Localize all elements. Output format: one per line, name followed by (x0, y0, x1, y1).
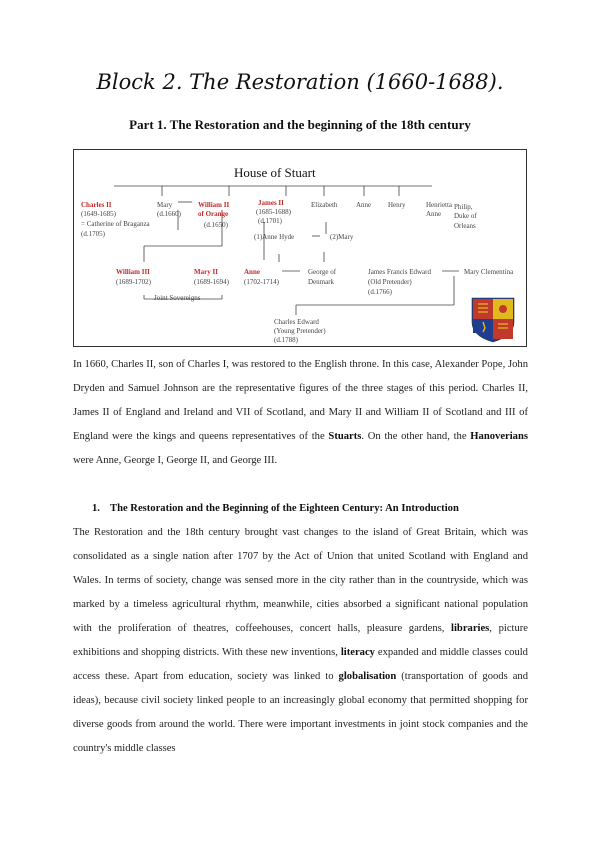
literacy-term: literacy (340, 647, 375, 658)
person-mary-ii-name: Mary II (194, 268, 218, 276)
person-james-ii-name: James II (258, 199, 284, 207)
stuarts-term: Stuarts (328, 431, 362, 442)
person-henry: Henry (388, 201, 406, 209)
svg-text:(d.1766): (d.1766) (368, 288, 392, 296)
person-mary-modena: (2)Mary (330, 233, 354, 241)
svg-text:(d.1701): (d.1701) (258, 217, 282, 225)
hanoverians-term: Hanoverians (470, 431, 528, 442)
svg-text:(1649-1685): (1649-1685) (81, 210, 116, 218)
tree-heading: House of Stuart (234, 165, 316, 180)
svg-text:(1702-1714): (1702-1714) (244, 278, 279, 286)
family-tree-figure (73, 149, 527, 347)
section-1-heading: 1. The Restoration and the Beginning of the Eighteen Century: An Introduction (92, 503, 459, 514)
person-charles-ii-name: Charles II (81, 201, 112, 209)
libraries-term: libraries (451, 623, 490, 634)
page-title: Block 2. The Restoration (1660-1688). (96, 70, 504, 94)
svg-text:(d.1705): (d.1705) (81, 230, 105, 238)
svg-text:(1689-1694): (1689-1694) (194, 278, 229, 286)
intro-paragraph: In 1660, Charles II, son of Charles I, was restored to the English throne. In this case, Alexander Pope, John Dryden and Samuel Johnson are the representative figures of the three stages of this period. Charles II, James II of England and Ireland and VII of Scotland, and Mary II and William II of Scotland and III of England were the kings and queens representatives of the Stuarts. On the other hand, the Hanoverians were Anne, George I, George II, and George III. (73, 359, 528, 466)
person-queen-anne-name: Anne (244, 268, 260, 276)
person-philip-orleans: Philip, (454, 203, 473, 211)
svg-text:(d.1650): (d.1650) (204, 221, 228, 229)
svg-text:Anne: Anne (426, 210, 442, 218)
royal-crest-icon (472, 298, 514, 342)
part-subtitle: Part 1. The Restoration and the beginning of the 18th century (129, 117, 471, 132)
svg-text:Orleans: Orleans (454, 222, 476, 230)
svg-text:= Catherine of Braganza: = Catherine of Braganza (81, 220, 150, 228)
svg-text:(Old Pretender): (Old Pretender) (368, 278, 412, 286)
svg-text:(Young Pretender): (Young Pretender) (274, 327, 326, 335)
person-william-ii-name: William II (198, 201, 230, 209)
person-anne-hyde: (1)Anne Hyde (254, 233, 295, 241)
person-james-francis-edward: James Francis Edward (368, 268, 431, 276)
svg-text:(d.1788): (d.1788) (274, 336, 298, 344)
person-anne-child: Anne (356, 201, 372, 209)
svg-text:Duke of: Duke of (454, 212, 477, 220)
svg-text:(1685-1688): (1685-1688) (256, 208, 291, 216)
family-tree-diagram (74, 150, 526, 346)
svg-text:Denmark: Denmark (308, 278, 335, 286)
person-charles-edward: Charles Edward (274, 318, 319, 326)
person-george-denmark: George of (308, 268, 337, 276)
joint-sovereigns-label: Joint Sovereigns (154, 294, 201, 302)
svg-text:of Orange: of Orange (198, 210, 229, 218)
person-william-iii-name: William III (116, 268, 150, 276)
person-mary: Mary (157, 201, 173, 209)
person-elizabeth: Elizabeth (311, 201, 338, 209)
svg-text:(1689-1702): (1689-1702) (116, 278, 151, 286)
globalisation-term: globalisation (338, 671, 397, 682)
person-mary-clementina: Mary Clementina (464, 268, 514, 276)
section-1-paragraph: The Restoration and the 18th century brought vast changes to the island of Great Britain, which was consolidated as a single nation after 1707 by the Act of Union that united Scotland with England and Wales. In terms of society, change was sensed more in the city rather than in the countryside, which was marked by a timeless agricultural rhythm, meanwhile, cities absorbed a significant national population with the proliferation of theatres, coffeehouses, concert halls, pleasure gardens, libraries, picture exhibitions and shopping districts. With these new inventions, literacy expanded and middle classes could access these. Apart from education, society was linked to globalisation (transportation of goods and ideas), because civil society linked people to an increasingly global economy that permitted shopping for diverse goods from around the world. There were important investments in joint stock companies and the country's middle classes (73, 527, 529, 754)
person-henrietta-anne: Henrietta (426, 201, 453, 209)
svg-text:(d.1660): (d.1660) (157, 210, 181, 218)
